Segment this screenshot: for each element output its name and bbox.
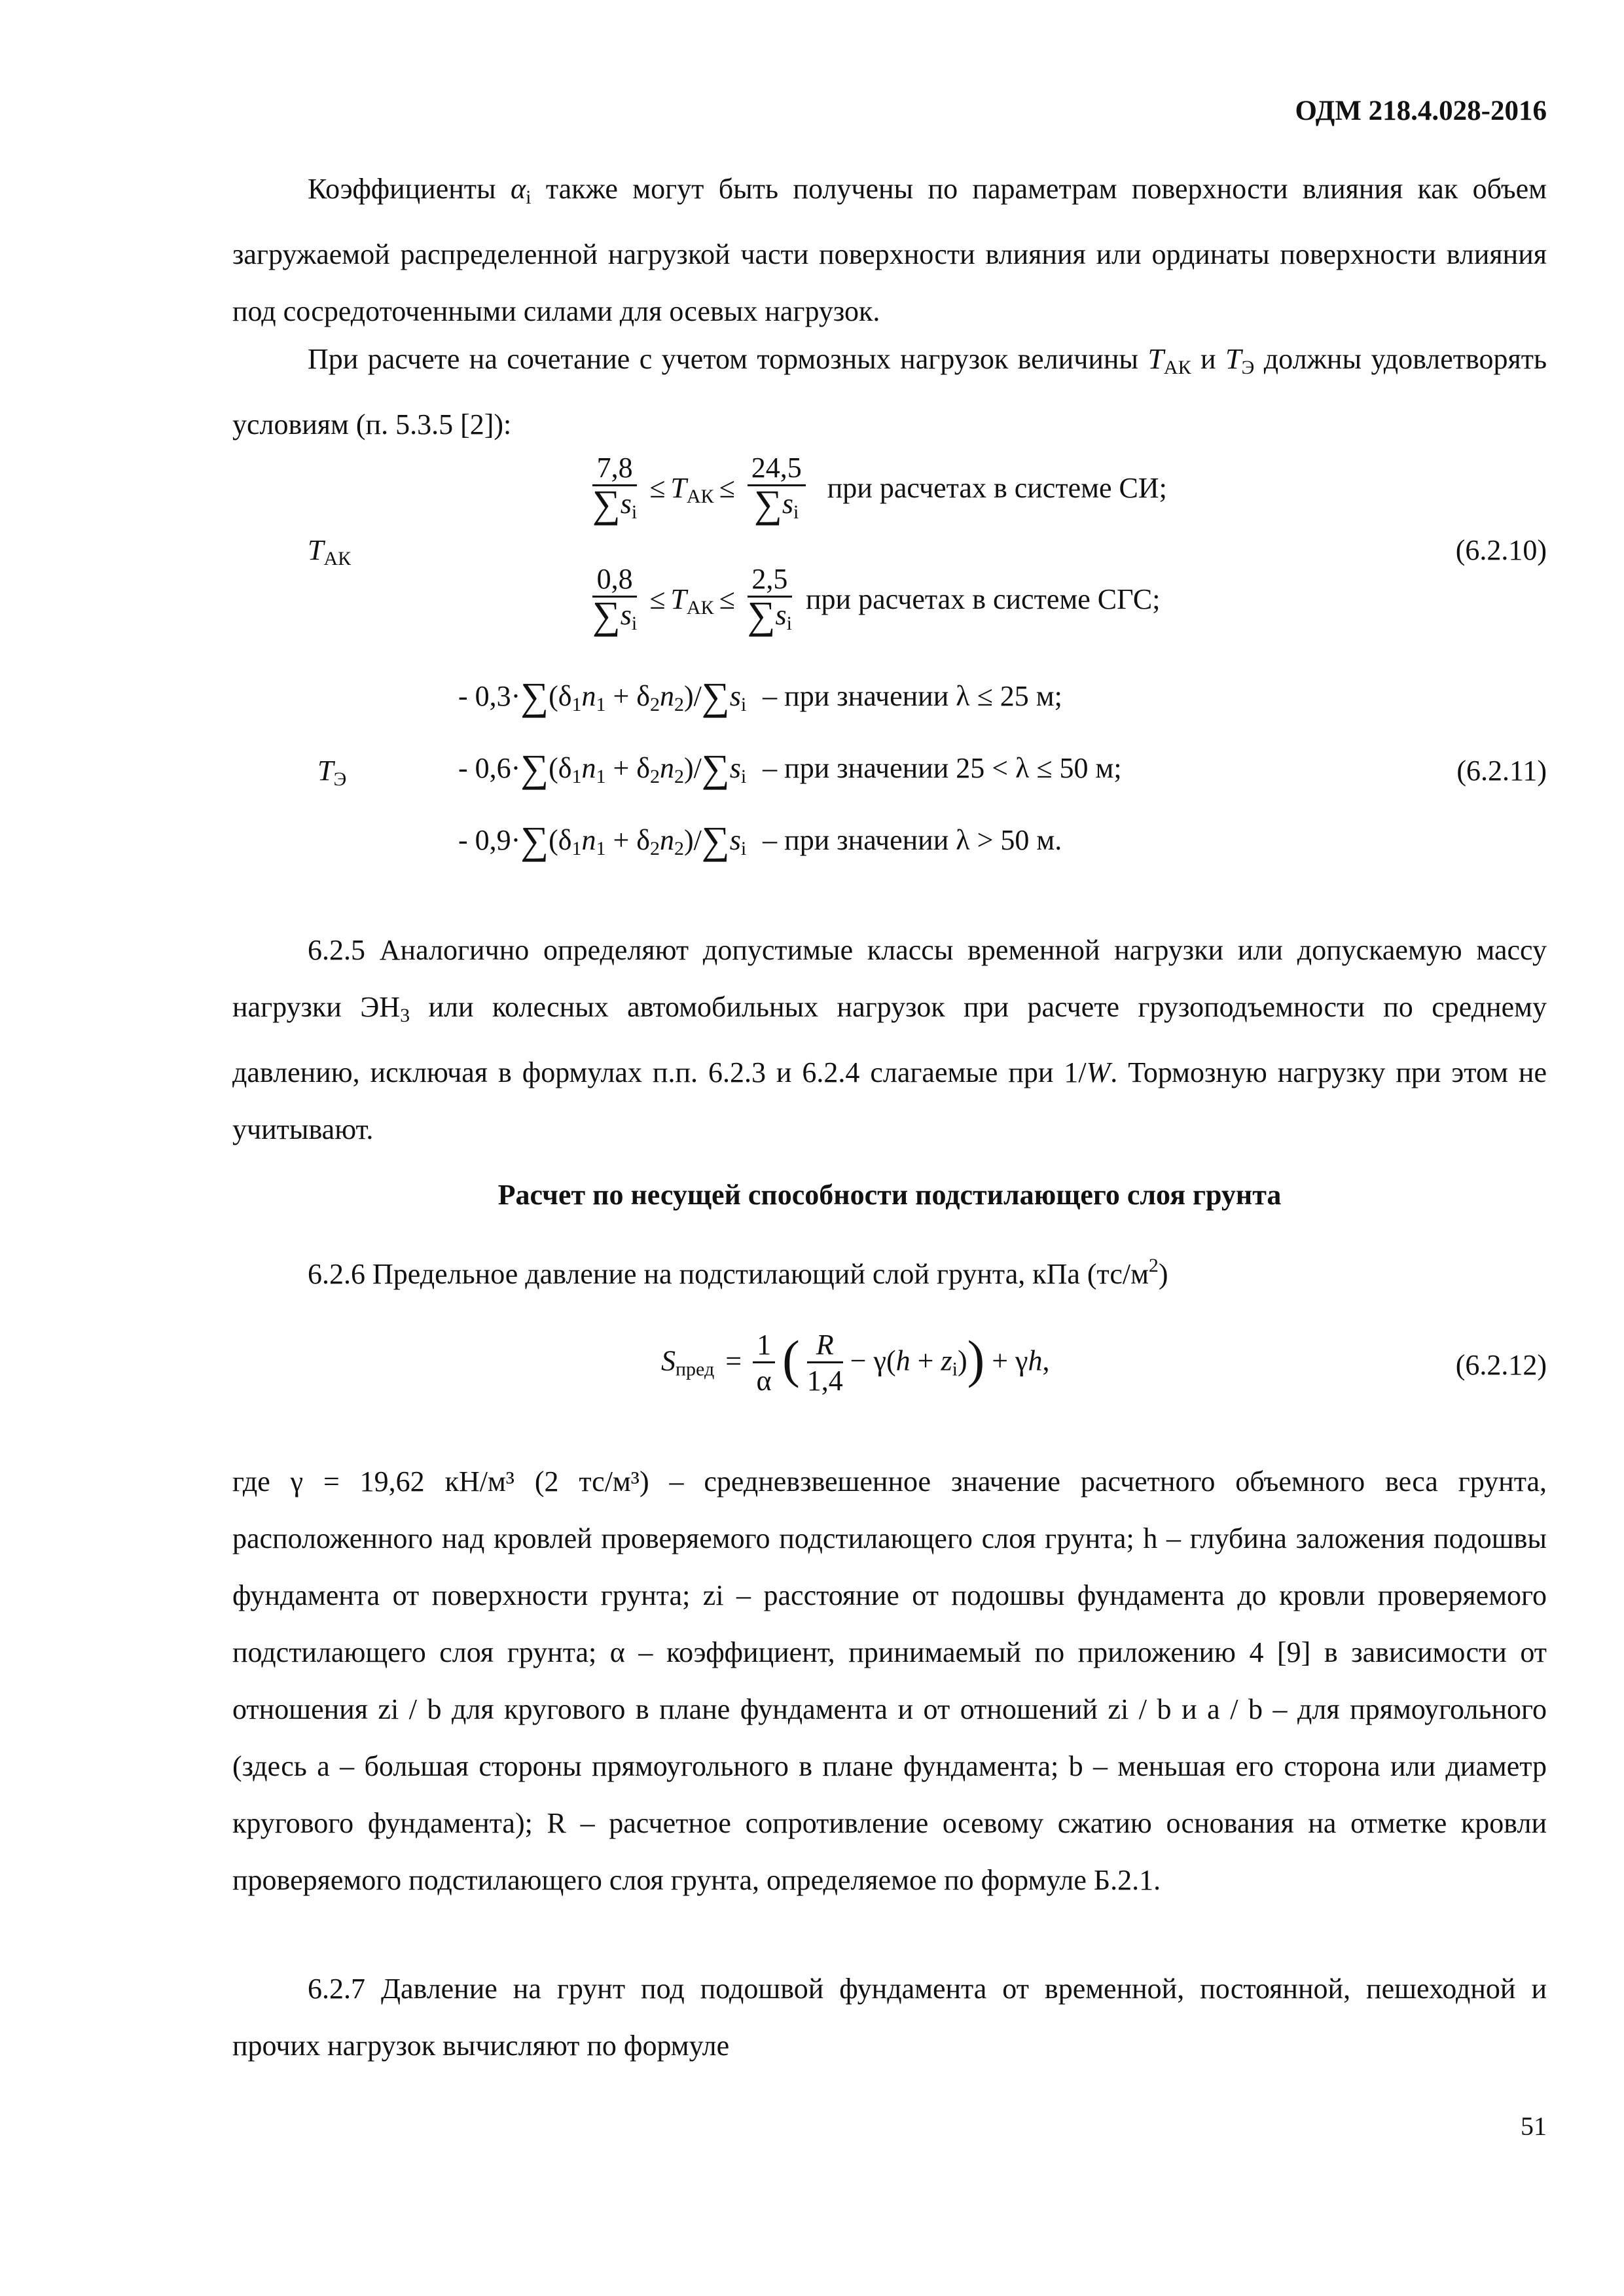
para4-text: 6.2.6 Предельное давление на подстилающий слой грунта, кПа (тс/м <box>308 1258 1149 1290</box>
eq10-row2-right-fraction: $\frac{2,5}{\sum s_i}$ <box>747 563 792 637</box>
paragraph-where <box>232 1453 1547 1909</box>
para1-lead: Коэффициенты <box>308 173 496 205</box>
eq12-S-sub: пред <box>676 1358 715 1380</box>
document-code: ОДМ 218.4.028-2016 <box>1295 96 1547 126</box>
section-heading: Расчет по несущей способности подстилающего слоя грунта <box>497 1179 1282 1211</box>
eq12-number: (6.2.12) <box>1455 1349 1547 1381</box>
para3-text: 6.2.5 Аналогично определяют допустимые классы временной нагрузки или допускаемую массу нагрузки ЭН <box>232 934 1547 1023</box>
para3-text2: или колесных автомобильных нагрузок при расчете грузоподъемности по среднему давлению, исключая в формулах п.п. 6.2.3 и 6.2.4 слагаемые при 1/ <box>232 991 1547 1088</box>
eq10-row2: $\frac{0,8}{\sum s_i}$ ≤ $T_{АК}$ ≤ $\frac{2,5}{\sum s_i}$ при расчетах в системе СГС; <box>592 563 1161 641</box>
para2-and: и <box>1200 343 1216 375</box>
paragraph-6-2-7 <box>232 1960 1547 2074</box>
para3-text3: . Тормозную нагрузку при этом не учитывают. <box>232 1056 1547 1145</box>
eq12-r-fraction: $\frac{R}{1,4}$ <box>806 1329 843 1397</box>
eq11-row-2-condition: – при значении 25 < λ ≤ 50 м; <box>763 752 1122 784</box>
para3-sub: 3 <box>400 1005 410 1026</box>
eq11-row-3: - $0,9\cdot\sum(\delta_1n_1 + \delta_2n_2)/\sum s_i$ – при значении λ > 50 м. <box>458 819 1062 862</box>
paragraph-6-2-5 <box>232 922 1547 1158</box>
eq10-row1: $\frac{7,8}{\sum s_i}$ ≤ $T_{АК}$ ≤ $\frac{24,5}{\sum s_i}$ при расчетах в системе СИ; <box>592 452 1167 530</box>
eq10-row1-right-fraction: $\frac{24,5}{\sum s_i}$ <box>748 452 806 530</box>
para3-W: W <box>1086 1056 1111 1088</box>
eq11-number: (6.2.11) <box>1456 755 1547 787</box>
page-number: 51 <box>1521 2111 1547 2141</box>
para4-close: ) <box>1158 1258 1168 1290</box>
eq12-formula: $S_{пред}$ = $\frac{1}{\alpha}$ ( $\frac{R}{1,4}$ − $\gamma(h + z_i)) + \gamma h$, <box>661 1329 1050 1399</box>
eq10-row2-condition: при расчетах в системе СГС; <box>805 583 1161 616</box>
eq10-label: $T_{АК}$ <box>308 534 352 569</box>
eq10-number: (6.2.10) <box>1455 534 1547 566</box>
t-ak-symbol: $T_{АК}$ <box>1147 343 1191 378</box>
paragraph-coefficients <box>232 160 1547 340</box>
eq10-row1-condition: при расчетах в системе СИ; <box>827 472 1167 505</box>
eq10-row1-left-fraction: $\frac{7,8}{\sum s_i}$ <box>592 452 638 526</box>
eq12-S: S <box>661 1344 676 1377</box>
eq11-label: $T_Э$ <box>317 755 347 790</box>
alpha-symbol: $\alpha_i$ <box>511 173 532 208</box>
eq11-row-3-condition: – при значении λ > 50 м. <box>763 824 1062 856</box>
para5-text: где γ = 19,62 кН/м³ (2 тс/м³) – средневзвешенное значение расчетного объемного веса грунта, расположенного над кровлей проверяемого подстилающего слоя грунта; h – глубина заложения подошвы фундамента от поверхности грунта; zi – расстояние от подошвы фундамента до кровли проверяемого подстилающего слоя грунта; α – коэффициент, принимаемый по приложению 4 [9] в зависимости от отношения zi / b для кругового в плане фундамента и от отношений zi / b и a / b – для прямоугольного (здесь a – большая стороны прямоугольного в плане фундамента; b – меньшая его сторона или диаметр кругового фундамента); R – расчетное сопротивление осевому сжатию основания на отметке кровли проверяемого подстилающего слоя грунта, определяемое по формуле Б.2.1. <box>232 1465 1547 1896</box>
para6-text: 6.2.7 Давление на грунт под подошвой фундамента от временной, постоянной, пешеходной и прочих нагрузок вычисляют по формуле <box>232 1973 1547 2062</box>
t-e-symbol: $T_Э$ <box>1225 343 1255 378</box>
para2-text-a: При расчете на сочетание с учетом тормозных нагрузок величины <box>308 343 1138 375</box>
paragraph-6-2-6 <box>232 1237 1547 1302</box>
eq11-row-1-condition: – при значении λ ≤ 25 м; <box>763 680 1062 712</box>
para4-sup: 2 <box>1148 1255 1159 1276</box>
eq11-row-2: - $0,6\cdot\sum(\delta_1n_1 + \delta_2n_2)/\sum s_i$ – при значении 25 < λ ≤ 50 м; <box>458 747 1122 790</box>
paragraph-braking <box>232 331 1547 453</box>
para2-text-b: должны удовлетворять условиям (п. 5.3.5 [2]): <box>232 343 1547 440</box>
eq10-row2-left-fraction: $\frac{0,8}{\sum s_i}$ <box>592 563 638 637</box>
eq11-row-1: - $0,3\cdot\sum(\delta_1n_1 + \delta_2n_2)/\sum s_i$ – при значении λ ≤ 25 м; <box>458 675 1062 718</box>
para1-rest: также могут быть получены по параметрам поверхности влияния как объем загружаемой распределенной нагрузкой части поверхности влияния или ординаты поверхности влияния под сосредоточенными силами для осевых нагрузок. <box>232 173 1547 327</box>
eq12-coef-fraction: $\frac{1}{\alpha}$ <box>753 1329 775 1399</box>
